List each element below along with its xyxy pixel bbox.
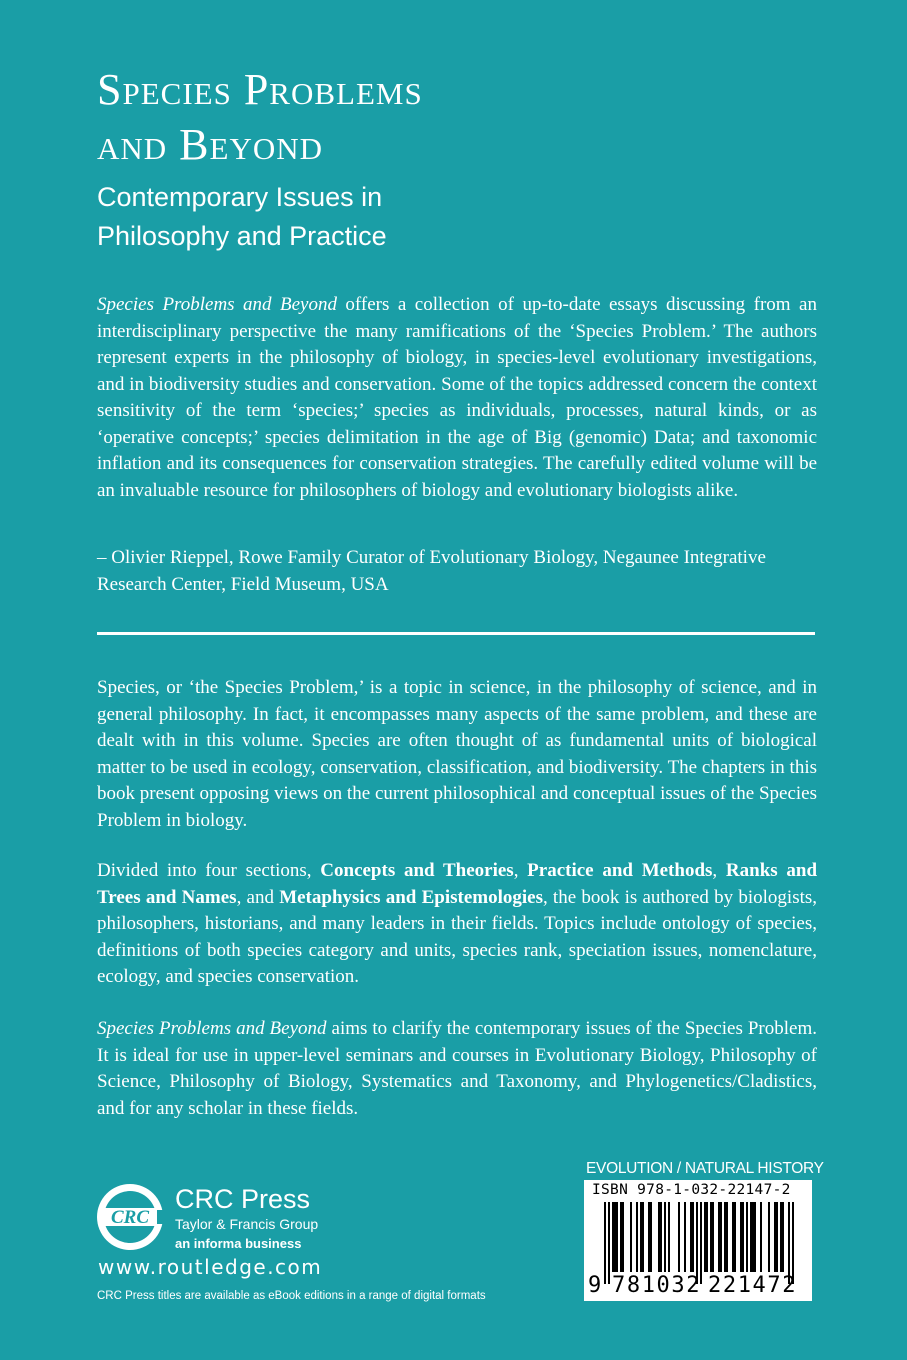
- barcode-guard-bar: [604, 1202, 606, 1284]
- paragraph-2-separator: , and: [236, 886, 280, 908]
- barcode-bar: [718, 1202, 720, 1272]
- description-paragraph-3: [97, 1016, 817, 1122]
- barcode-bar: [640, 1202, 642, 1272]
- section-divider: [97, 632, 815, 635]
- barcode-guard-bar: [788, 1202, 790, 1284]
- publisher-group: Taylor & Francis Group: [175, 1216, 319, 1232]
- barcode-bar: [706, 1202, 708, 1272]
- barcode-left-digits: 781032: [612, 1273, 702, 1298]
- publisher-name: CRC Press: [175, 1184, 311, 1214]
- barcode-bar: [710, 1202, 712, 1272]
- barcode-first-digit: 9: [588, 1273, 602, 1298]
- endorsement-quote: [97, 292, 817, 504]
- ebook-availability-note: CRC Press titles are available as eBook editions in a range of digital formats: [97, 1290, 486, 1302]
- paragraph-2-rest: , the book is authored by biologists, philosophers, historians, and many leaders in their fields. Topics include ontology of species, definitions of both species category and units, species rank, speciation issues, nomenclature, ecology, and species conservation.: [97, 886, 818, 987]
- crc-press-logo: [95, 1182, 165, 1252]
- barcode-bar: [726, 1202, 728, 1272]
- barcode-bar: [760, 1202, 762, 1272]
- barcode-bar: [648, 1202, 650, 1272]
- barcode-bar: [636, 1202, 638, 1272]
- paragraph-3-rest: aims to clarify the contemporary issues of the Species Problem. It is ideal for use in upper-level seminars and courses in Evolutionary Biology, Philosophy of Science, Philosophy of Biology, Systematics and Taxonomy, and Phylogenetics/Cladistics, and for any scholar in these fields.: [97, 1018, 817, 1119]
- barcode-bar: [612, 1202, 614, 1272]
- barcode-bar: [742, 1202, 744, 1272]
- book-title-line-2: and Beyond: [97, 120, 323, 169]
- barcode-bar: [750, 1202, 752, 1272]
- book-subtitle: [97, 178, 387, 256]
- barcode-bar: [746, 1202, 748, 1272]
- isbn-label: ISBN 978-1-032-22147-2: [592, 1182, 791, 1198]
- crc-logo-icon: [95, 1182, 165, 1252]
- barcode-bar: [732, 1202, 734, 1272]
- description-paragraph-1: Species, or ‘the Species Problem,’ is a topic in science, in the philosophy of science, and in general philosophy. In fact, it encompasses many aspects of the same problem, and these are dealt with in this volume. Species are often thought of as fundamental units of biological matter to be used in ecology, conservation, classification, and biodiversity. The chapters in this book present opposing views on the current philosophical and conceptual issues of the Species Problem in biology.: [97, 677, 817, 831]
- barcode-bar: [690, 1202, 692, 1272]
- section-name-ranks: Ranks and Trees and Names: [97, 860, 818, 908]
- publisher-website: www.routledge.com: [98, 1255, 323, 1279]
- crc-logo-text: CRC: [110, 1207, 150, 1228]
- barcode-bar: [630, 1202, 632, 1272]
- barcode-bar: [704, 1202, 706, 1272]
- barcode-bar: [664, 1202, 666, 1272]
- book-title-line-1: Species Problems: [97, 65, 423, 114]
- book-title: [97, 62, 423, 172]
- barcode-bar: [660, 1202, 662, 1272]
- paragraph-3-book-name: Species Problems and Beyond: [97, 1018, 327, 1039]
- barcode-bar: [712, 1202, 714, 1272]
- section-name-metaphysics: Metaphysics and Epistemologies: [279, 886, 543, 908]
- barcode-bar: [620, 1202, 622, 1272]
- description-paragraph-2: [97, 858, 817, 991]
- barcode-bar: [740, 1202, 742, 1272]
- barcode-bar: [720, 1202, 722, 1272]
- barcode-bar: [650, 1202, 652, 1272]
- section-name-concepts: Concepts and Theories: [320, 860, 514, 881]
- endorsement-text: offers a collection of up-to-date essays discussing from an interdisciplinary perspective the many ramifications of the ‘Species Problem.’ The authors represent experts in the philosophy of biology, in species-level evolutionary investigations, and in biodiversity studies and conservation. Some of the topics addressed concern the context sensitivity of the term ‘species;’ species as individuals, processes, natural kinds, or as ‘operative concepts;’ species delimitation in the age of Big (genomic) Data; and taxonomic inflation and its consequences for conservation strategies. The carefully edited volume will be an invaluable resource for philosophers of biology and evolutionary biologists alike.: [97, 294, 817, 501]
- barcode-bar: [692, 1202, 694, 1272]
- barcode-bar: [776, 1202, 778, 1272]
- barcode-bar: [774, 1202, 776, 1272]
- barcode-bar: [668, 1202, 670, 1272]
- barcode-bar: [734, 1202, 736, 1272]
- barcode-guard-bar: [608, 1202, 610, 1284]
- barcode-bar: [684, 1202, 686, 1272]
- book-subtitle-line-2: Philosophy and Practice: [97, 221, 387, 251]
- barcode-bar: [724, 1202, 726, 1272]
- barcode-bar: [678, 1202, 680, 1272]
- barcode-bar: [614, 1202, 616, 1272]
- isbn-barcode: [584, 1180, 812, 1301]
- paragraph-2-separator: ,: [712, 860, 726, 881]
- paragraph-2-separator: ,: [513, 860, 528, 881]
- endorsement-book-name: Species Problems and Beyond: [97, 294, 337, 315]
- subject-category: EVOLUTION / NATURAL HISTORY: [586, 1160, 824, 1177]
- barcode-bar: [752, 1202, 754, 1272]
- barcode-bar: [768, 1202, 770, 1272]
- barcode-bar: [754, 1202, 756, 1272]
- barcode-guard-bar: [696, 1202, 698, 1284]
- barcode-bar: [616, 1202, 618, 1272]
- paragraph-2-intro: Divided into four sections,: [97, 860, 321, 881]
- barcode-bar: [622, 1202, 624, 1272]
- barcode-bar: [780, 1202, 782, 1272]
- barcode-bar: [782, 1202, 784, 1272]
- book-subtitle-line-1: Contemporary Issues in: [97, 182, 383, 212]
- barcode-bar: [658, 1202, 660, 1272]
- barcode-right-digits: 221472: [708, 1273, 798, 1298]
- endorsement-attribution: – Olivier Rieppel, Rowe Family Curator of Evolutionary Biology, Negaunee Integrative Research Center, Field Museum, USA: [97, 547, 766, 595]
- barcode-bar: [642, 1202, 644, 1272]
- barcode-guard-bar: [792, 1202, 794, 1284]
- barcode-guard-bar: [700, 1202, 702, 1284]
- section-name-practice: Practice and Methods: [527, 860, 713, 881]
- publisher-informa-tagline: an informa business: [175, 1236, 302, 1251]
